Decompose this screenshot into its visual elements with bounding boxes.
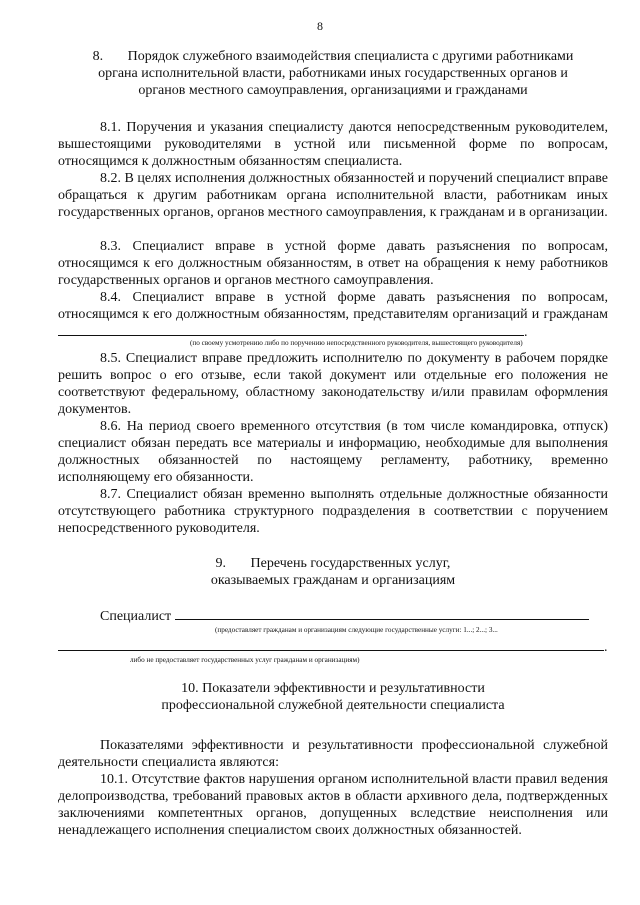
paragraph-10-1: 10.1. Отсутствие фактов нарушения органом исполнительной власти правил ведения делопроизводства, требований правовых актов в области архивного дела, подтвержденных заключениями компетентных органов, допущенных вследствие неисполнения или ненадлежащего исполнения специалистом своих должностных обязанностей. (58, 772, 608, 838)
section-8-title-2: органа исполнительной власти, работниками иных государственных органов и (98, 66, 568, 81)
section-9-title-2: оказываемых гражданам и организациям (210, 573, 456, 588)
citizens-blank-line (58, 323, 524, 336)
paragraph-8-3: 8.3. Специалист вправе в устной форме давать разъяснения по вопросам, относящимся к его должностным обязанностям, в ответ на обращения к нему работников государственных органов и органов местного самоуправления. (58, 239, 608, 288)
section-10-title-2: профессиональной служебной деятельности специалиста (161, 698, 505, 713)
note-9-not-provides: либо не предоставляет государственных услуг гражданам и организациям) (130, 656, 360, 664)
second-blank-row (58, 638, 613, 656)
paragraph-8-4-end: . (524, 325, 528, 340)
section-8-title-1: Порядок служебного взаимодействия специалиста с другими работниками (127, 49, 574, 64)
note-8-4: (по своему усмотрению либо по поручению непосредственного руководителя, вышестоящего руководителя) (190, 339, 523, 347)
specialist-label: Специалист (100, 609, 172, 624)
section-9-number: 9. (215, 556, 227, 571)
paragraph-8-4 (58, 289, 608, 341)
paragraph-8-2: 8.2. В целях исполнения должностных обязанностей и поручений специалист вправе обращаться к другим работникам органа исполнительной власти, работникам иных государственных органов, органов местного самоуправления, к гражданам и в организации. (58, 171, 608, 220)
specialist-line (100, 607, 600, 625)
section-9-heading (58, 555, 608, 589)
section-9-heading-line-1 (58, 555, 608, 572)
paragraph-8-5: 8.5. Специалист вправе предложить исполнителю по документу в рабочем порядке решить вопрос о его отзыве, если такой документ или отдельные его положения не соответствуют федеральному, областному законодательству и/или правилам оформления документов. (58, 351, 608, 417)
paragraph-8-6: 8.6. На период своего временного отсутствия (в том числе командировка, отпуск) специалист обязан передать все материалы и информацию, необходимые для выполнения должностных обязанностей по настоящему регламенту, работнику, временно исполняющему его обязанности. (58, 419, 608, 485)
section-8-title-3: органов местного самоуправления, организациями и гражданами (138, 83, 528, 98)
paragraph-8-4-text: 8.4. Специалист вправе в устной форме давать разъяснения по вопросам, относящимся к его должностным обязанностям, представителям организаций и гражданам (58, 290, 608, 322)
paragraph-8-7: 8.7. Специалист обязан временно выполнять отдельные должностные обязанности отсутствующего работника структурного подразделения в соответствии с поручением непосредственного руководителя. (58, 487, 608, 536)
section-8-heading-line-1 (58, 48, 608, 65)
section-8-number: 8. (92, 49, 104, 64)
paragraph-10-intro: Показателями эффективности и результативности профессиональной служебной деятельности специалиста являются: (58, 738, 608, 770)
second-blank-end: . (604, 640, 608, 655)
section-8-heading (58, 48, 608, 99)
second-blank-line (58, 638, 604, 651)
section-10-title-1: 10. Показатели эффективности и результативности (181, 681, 485, 696)
section-9-title-1: Перечень государственных услуг, (250, 556, 451, 571)
page-number: 8 (317, 19, 323, 33)
note-9-provides: (предоставляет гражданам и организациям следующие государственные услуги: 1...; 2...; 3... (215, 626, 498, 634)
specialist-blank-line (175, 607, 589, 620)
paragraph-8-1: 8.1. Поручения и указания специалисту даются непосредственным руководителем, вышестоящими руководителями в устной или письменной форме по вопросам, относящимся к должностным обязанностям специалиста. (58, 120, 608, 169)
section-10-heading (58, 680, 608, 714)
